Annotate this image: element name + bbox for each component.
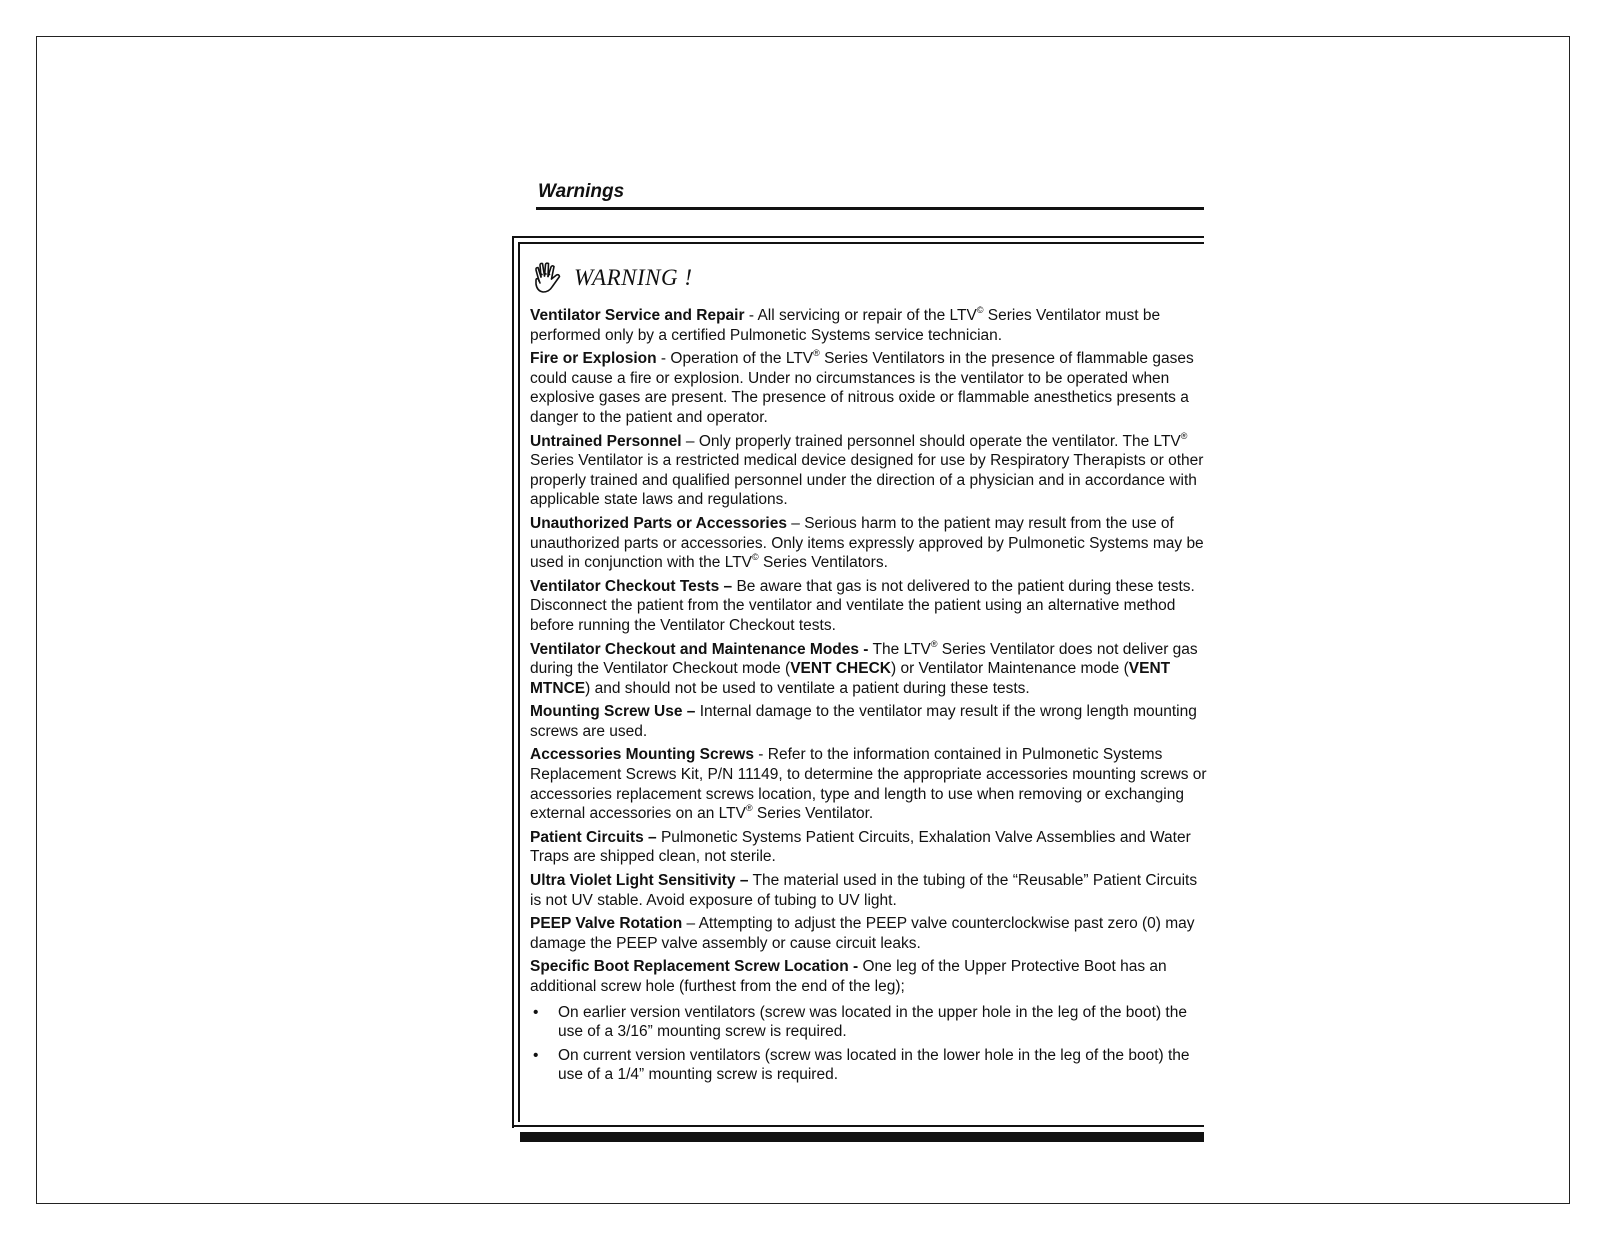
bullet-text: On current version ventilators (screw was located in the lower hole in the leg of the boot) the use of a 1/4” mounting screw is required. — [558, 1046, 1190, 1084]
warning-item: Untrained Personnel – Only properly trained personnel should operate the ventilator. The LTV® Series Ventilator is a restricted medical device designed for use by Respiratory Therapists or other properly trained and qualified personnel under the direction of a physician and in accordance with applicable state laws and regulations. — [530, 430, 1204, 509]
warning-item-title: Ventilator Service and Repair — [530, 307, 745, 324]
warning-item-text: Series Ventilator does not deliver gas during the Ventilator Checkout mode ( — [530, 640, 1198, 678]
box-top-rule-inner — [518, 242, 1204, 244]
trademark-symbol: © — [752, 552, 759, 563]
warning-item-text: Series Ventilator. — [752, 805, 874, 823]
warning-item: Accessories Mounting Screws - Refer to the information contained in Pulmonetic Systems Replacement Screws Kit, P/N 11149, to determine the appropriate accessories mounting screws or accessories replacement screws location, type and length to use when removing or exchanging external accessories on an LTV® Series Ventilator. — [530, 746, 1207, 823]
warning-item-text: Refer to the information contained in Pulmonetic Systems Replacement Screws Kit, P/N 11149, to determine the appropriate accessories mounting screws or accessories replacement screws location, type and length to use when removing or exchanging external accessories on an LTV — [530, 746, 1207, 823]
warning-item — [530, 640, 1210, 699]
trademark-symbol: ® — [930, 638, 938, 649]
warning-item-text: ) or Ventilator Maintenance mode ( — [890, 660, 1129, 678]
warning-item-text: All servicing or repair of the LTV — [757, 307, 977, 324]
mode-name: VENT CHECK — [790, 660, 891, 678]
warning-item — [530, 957, 1210, 996]
hand-stop-icon — [530, 261, 564, 295]
warning-item-text: Attempting to adjust the PEEP valve counterclockwise past zero (0) may damage the PEEP valve assembly or cause circuit leaks. — [530, 915, 1195, 952]
warning-item: Unauthorized Parts or Accessories – Serious harm to the patient may result from the use of unauthorized parts or accessories. Only items expressly approved by Pulmonetic Systems may be used in conjunction with the LTV© Series Ventilators. — [530, 514, 1204, 572]
warning-item-title: Ventilator Checkout Tests – — [530, 577, 733, 595]
trademark-symbol: ® — [813, 348, 820, 359]
warning-item-text: Series Ventilator must be performed only by a certified Pulmonetic Systems service technician. — [530, 307, 1161, 344]
warning-item — [530, 577, 1210, 636]
bullet-marker: • — [533, 1003, 539, 1021]
warning-item-text: ) and should not be used to ventilate a patient during these tests. — [585, 679, 1030, 697]
warning-item-text: Operation of the LTV — [670, 350, 814, 368]
warning-item-text: Pulmonetic Systems Patient Circuits, Exhalation Valve Assemblies and Water Traps are shipped clean, not sterile. — [530, 828, 1191, 866]
section-title: Warnings — [538, 181, 625, 202]
box-top-rule-outer — [512, 236, 1204, 238]
bullet-text: On earlier version ventilators (screw was located in the upper hole in the leg of the boot) the use of a 3/16” mounting screw is required. — [558, 1003, 1187, 1041]
warning-item — [530, 871, 1210, 910]
warning-item-text: Series Ventilators. — [758, 554, 888, 572]
warning-item-title: Untrained Personnel — [530, 432, 682, 450]
warning-item: Fire or Explosion - Operation of the LTV® Series Ventilators in the presence of flammable gases could cause a fire or explosion. Under no circumstances is the ventilator to be operated when explosive gases are present. The presence of nitrous oxide or flammable anesthetics presents a danger to the patient and operator. — [530, 348, 1194, 426]
warning-item-text: Serious harm to the patient may result from the use of unauthorized parts or accessories. Only items expressly approved by Pulmonetic Systems may be used in conjunction with the LTV — [530, 514, 1204, 572]
warning-item: PEEP Valve Rotation – Attempting to adjust the PEEP valve counterclockwise past zero (0) may damage the PEEP valve assembly or cause circuit leaks. — [530, 915, 1195, 952]
trademark-symbol: ® — [1180, 430, 1188, 441]
warning-item-text: Be aware that gas is not delivered to the patient during these tests. Disconnect the patient from the ventilator and ventilate the patient using an alternative method before running the Ventilator Checkout tests. — [530, 577, 1195, 634]
warning-item-title: Ventilator Checkout and Maintenance Modes - — [530, 640, 869, 658]
mode-name: VENT MTNCE — [530, 660, 1171, 697]
warning-item-title: Unauthorized Parts or Accessories — [530, 514, 787, 532]
warning-item — [530, 828, 1210, 867]
box-bottom-rule-thin — [512, 1125, 1204, 1127]
warning-heading: WARNING ! — [574, 265, 693, 291]
warning-item-text: Internal damage to the ventilator may result if the wrong length mounting screws are used. — [530, 703, 1197, 740]
bullet-marker: • — [533, 1046, 539, 1064]
warning-item-title: PEEP Valve Rotation — [530, 915, 683, 933]
bullet-item — [530, 1046, 1210, 1085]
warning-item-text: Series Ventilator is a restricted medical device designed for use by Respiratory Therapists or other properly trained and qualified personnel under the direction of a physician and in accordance with applicable state laws and regulations. — [530, 452, 1204, 509]
bullet-item — [530, 1003, 1210, 1042]
warning-header — [530, 258, 1210, 298]
warning-item-text: One leg of the Upper Protective Boot has an additional screw hole (furthest from the end of the leg); — [530, 958, 1167, 995]
warning-item-title: Specific Boot Replacement Screw Location - — [530, 958, 859, 976]
box-bottom-rule-thick — [520, 1132, 1204, 1142]
box-left-rule-inner — [518, 242, 520, 1122]
warning-item-text: The material used in the tubing of the “Reusable” Patient Circuits is not UV stable. Avoid exposure of tubing to UV light. — [530, 872, 1198, 909]
warning-item-title: Mounting Screw Use – — [530, 703, 696, 721]
warning-item-text: Series Ventilators in the presence of flammable gases could cause a fire or explosion. Under no circumstances is the ventilator to be operated when explosive gases are present. The presence of nitrous oxide or flammable anesthetics presents a danger to the patient and operator. — [530, 350, 1194, 426]
warning-items — [530, 306, 1210, 997]
title-rule — [536, 207, 1204, 210]
warning-item — [530, 702, 1210, 741]
warning-item-title: Patient Circuits – — [530, 828, 657, 846]
warning-item: Ventilator Service and Repair - All servicing or repair of the LTV© Series Ventilator must be performed only by a certified Pulmonetic Systems service technician. — [530, 305, 1161, 344]
warning-item-text: The LTV — [872, 640, 931, 658]
box-left-rule-outer — [512, 236, 514, 1128]
warning-item-text: Only properly trained personnel should operate the ventilator. The LTV — [698, 432, 1181, 450]
warning-item-title: Fire or Explosion — [530, 350, 657, 368]
warning-item-title: Ultra Violet Light Sensitivity – — [530, 872, 749, 890]
warning-item-title: Accessories Mounting Screws — [530, 746, 754, 764]
warning-content — [530, 258, 1210, 1089]
bullet-list — [530, 1003, 1210, 1085]
trademark-symbol: © — [976, 305, 984, 315]
trademark-symbol: ® — [745, 803, 753, 814]
